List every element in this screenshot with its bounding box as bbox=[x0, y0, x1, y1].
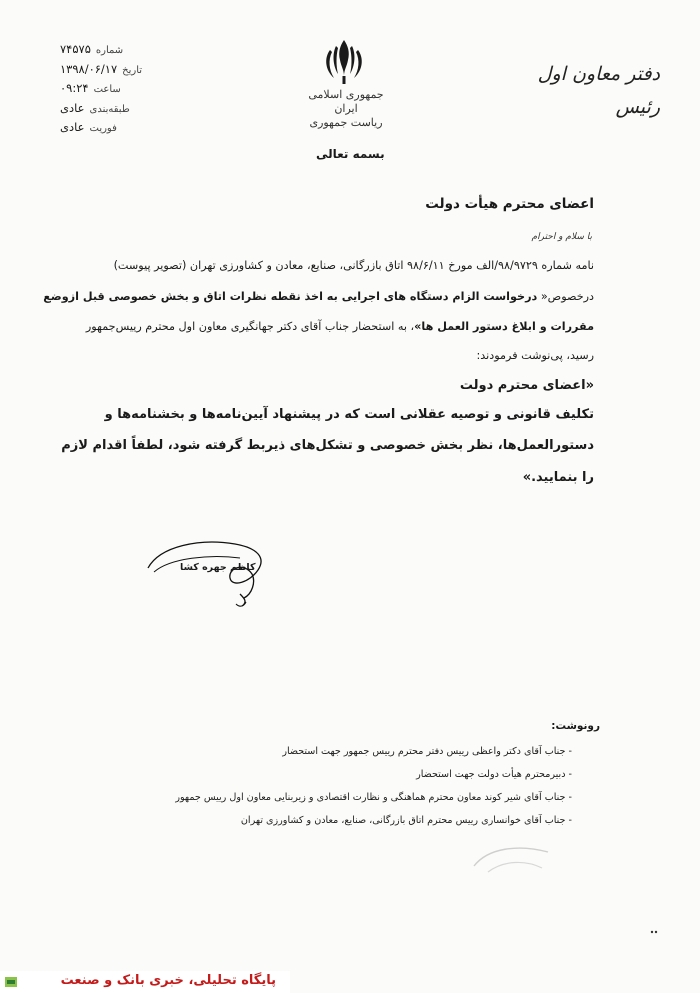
office-handwritten bbox=[510, 58, 660, 124]
body-line-3-subject: مقررات و ابلاغ دستور العمل ها» bbox=[414, 320, 594, 333]
body-line-1: نامه شماره ۹۸/۹۷۲۹/الف مورخ ۹۸/۶/۱۱ اتاق بازرگانی، صنایع، معادن و کشاورزی تهران (تصویر پیوست) bbox=[113, 259, 594, 272]
meta-priority-value: عادی bbox=[60, 120, 85, 134]
meta-number-label: شماره bbox=[95, 45, 124, 56]
meta-number bbox=[60, 42, 170, 62]
greeting: با سلام و احترام bbox=[531, 232, 592, 242]
meta-number-value: ۷۴۵۷۵ bbox=[60, 42, 91, 56]
basmala: بسمه تعالی bbox=[316, 147, 385, 161]
meta-time bbox=[60, 81, 170, 101]
quote-line-2: تکلیف قانونی و توصیه عقلانی است که در پیشنهاد آیین‌نامه‌ها و بخشنامه‌ها و bbox=[104, 407, 594, 422]
cc-item: - جناب آقای شیر کوند معاون محترم هماهنگی و نظارت اقتصادی و زیربنایی معاون اول رییس جمهور bbox=[175, 792, 572, 803]
meta-date bbox=[60, 62, 170, 82]
meta-time-label: ساعت bbox=[93, 84, 121, 95]
emblem-subtitle-line2: ریاست جمهوری bbox=[309, 116, 383, 129]
body-line-2-subject: درخواست الزام دستگاه های اجرایی به اخذ نقطه نظرات اتاق و بخش خصوصی قبل ازوضع bbox=[43, 290, 538, 303]
meta-class bbox=[60, 101, 170, 121]
cc-title: رونوشت: bbox=[551, 720, 600, 732]
faint-stamp-mark bbox=[468, 838, 558, 878]
body-line-3-rest: ، به استحضار جناب آقای دکتر جهانگیری معاون اول محترم رییس‌جمهور bbox=[85, 320, 415, 333]
quote-line-3: دستورالعمل‌ها، نظر بخش خصوصی و تشکل‌های ذیربط گرفته شود، لطفاً اقدام لازم bbox=[61, 438, 594, 453]
office-line1: دفتر معاون اول bbox=[537, 63, 660, 85]
office-line2: رئیس bbox=[615, 96, 660, 118]
addressee: اعضای محترم هیأت دولت bbox=[425, 196, 594, 212]
footer-text: پایگاه تحلیلی، خبری بانک و صنعت bbox=[60, 973, 276, 988]
quote-line-4: را بنمایید.» bbox=[522, 470, 594, 485]
emblem-subtitle bbox=[298, 88, 394, 130]
letter-meta bbox=[60, 42, 170, 140]
body-line-3 bbox=[74, 318, 594, 336]
body-line-2-prefix: درخصوص« bbox=[537, 290, 594, 303]
body-line-4: رسید، پی‌نوشت فرمودند: bbox=[476, 349, 594, 362]
cc-list bbox=[152, 740, 572, 832]
meta-time-value: ۰۹:۲۴ bbox=[60, 81, 89, 95]
scan-dot-mark bbox=[650, 928, 658, 936]
meta-class-label: طبقه‌بندی bbox=[89, 103, 130, 115]
meta-priority-label: فوریت bbox=[89, 123, 117, 134]
emblem-subtitle-line1: جمهوری اسلامی ایران bbox=[308, 88, 384, 115]
meta-date-label: تاریخ bbox=[122, 64, 143, 76]
signature-scribble bbox=[140, 528, 280, 618]
meta-class-value: عادی bbox=[60, 100, 85, 115]
cc-item: - جناب آقای خوانساری رییس محترم اتاق بازرگانی، صنایع، معادن و کشاورزی تهران bbox=[240, 815, 572, 826]
cc-item: - جناب آقای دکتر واعظی رییس دفتر محترم رییس جمهور جهت استحضار bbox=[282, 746, 572, 757]
meta-date-value: ۱۳۹۸/۰۶/۱۷ bbox=[60, 61, 118, 76]
signatory-name: کاظم جهره کشا bbox=[180, 562, 256, 573]
body-line-2 bbox=[43, 288, 594, 306]
footer-watermark bbox=[0, 971, 290, 993]
footer-logo-icon bbox=[4, 975, 18, 989]
iran-emblem-icon bbox=[316, 36, 372, 86]
quote-line-1: «اعضای محترم دولت bbox=[459, 378, 594, 393]
cc-item: - دبیرمحترم هیأت دولت جهت استحضار bbox=[416, 769, 572, 780]
meta-priority bbox=[60, 120, 170, 140]
